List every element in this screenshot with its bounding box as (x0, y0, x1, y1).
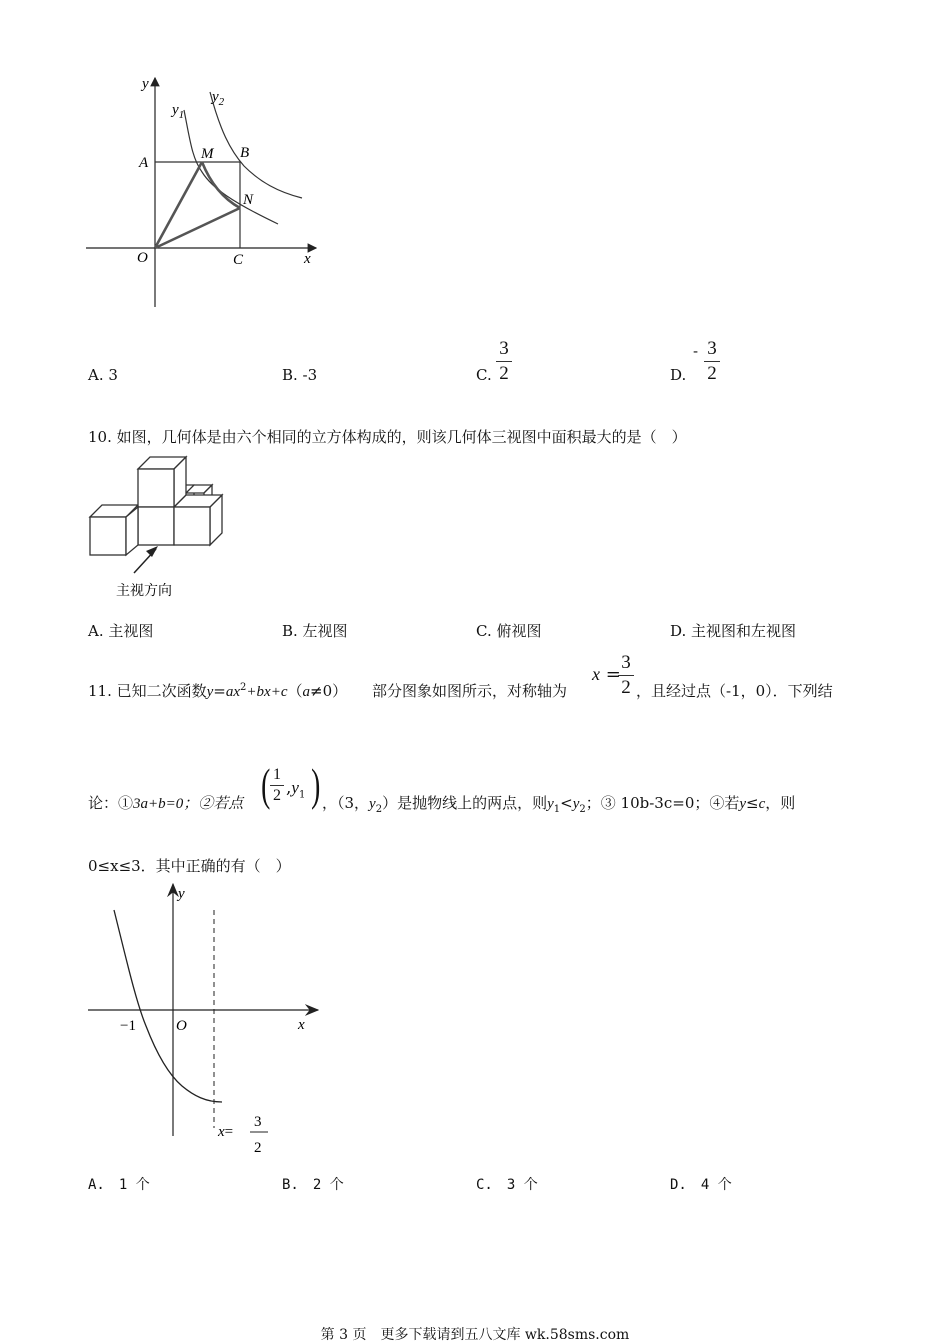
q10-option-c[interactable]: C. 俯视图 (476, 622, 542, 640)
q9-option-a[interactable]: A. 3 (88, 366, 118, 384)
q9-figure (80, 70, 340, 315)
q10-cube-figure (84, 455, 234, 605)
q11-axis-label: x= (218, 1124, 234, 1140)
q9-label-O: O (137, 250, 148, 266)
q10-stem: 10. 如图，几何体是由六个相同的立方体构成的，则该几何体三视图中面积最大的是（ ） (88, 428, 687, 446)
q9-label-M: M (201, 146, 214, 162)
q11-stem-line1: 11. 已知二次函数$y=ax^2+bx+c(a\ne 0)$ (88, 682, 348, 700)
q9-option-c[interactable] (476, 366, 492, 384)
q10-option-b[interactable]: B. 左视图 (282, 622, 348, 640)
q11-parabola (114, 910, 222, 1102)
q11-label-origin: O (176, 1018, 187, 1034)
q9-label-A: A (139, 155, 149, 171)
q9-option-b[interactable]: B. -3 (282, 366, 318, 384)
q11-figure (84, 880, 334, 1160)
q11-axis-label-den: 2 (254, 1140, 262, 1156)
q11-stem-mid: 部分图象如图所示，对称轴为 (372, 682, 568, 700)
q11-label-x: x (298, 1017, 305, 1033)
q10-option-a[interactable]: A. 主视图 (88, 622, 154, 640)
q9-label-N: N (243, 192, 254, 208)
page-footer: 第 3 页 更多下载请到五八文库 wk.58sms.com (320, 1327, 630, 1343)
q11-option-a[interactable]: A. 1 个 (88, 1177, 150, 1193)
q11-point-fraction: 1 2 (270, 766, 284, 805)
q11-label-y: y (178, 886, 185, 902)
q9-option-d-fraction: 3 2 (704, 338, 720, 385)
q11-point-y1: $,y_1$ (286, 778, 306, 801)
q11-stem-suffix: ，且经过点（-1，0）．下列结 (636, 682, 833, 700)
q9-label-C: C (233, 252, 244, 268)
q11-point-paren-left: ( (261, 759, 271, 810)
q9-label-B: B (240, 145, 250, 161)
q9-label-y2: $y_2$ (212, 89, 225, 108)
q9-option-d[interactable] (670, 366, 686, 384)
q10-figure-caption: 主视方向 (116, 583, 172, 599)
q11-axis-fraction: 3 2 (618, 652, 634, 699)
q11-stem-line2b: ，（3，$y_2$）是抛物线上的两点，则$y_1<y_2$；③ 10b-3c=0；④若y≤c，则 (322, 794, 796, 815)
q10-option-d[interactable]: D. 主视图和左视图 (670, 622, 797, 640)
q11-axis-x: x = (592, 664, 621, 685)
q9-option-c-fraction: 3 2 (496, 338, 512, 385)
q11-option-b[interactable]: B. 2 个 (282, 1177, 344, 1193)
q11-axis-label-num: 3 (254, 1114, 262, 1130)
q9-option-d-prefix: D. (670, 366, 687, 384)
q11-point-paren-right: ) (311, 759, 321, 810)
q9-label-y1: $y_1$ (172, 102, 185, 121)
q9-label-y: y (142, 76, 149, 92)
q11-option-d[interactable]: D. 4 个 (670, 1177, 732, 1193)
q9-label-x: x (304, 251, 311, 267)
q11-stem-line2a: 论：①3a+b=0；②若点 (88, 794, 244, 812)
q11-stem-line3: 0≤x≤3．其中正确的有（ ） (88, 857, 291, 875)
q9-option-d-sign: - (693, 342, 699, 360)
q11-label-neg-one: −1 (120, 1018, 136, 1034)
q9-option-c-prefix: C. (476, 366, 492, 384)
q11-option-c[interactable]: C. 3 个 (476, 1177, 538, 1193)
